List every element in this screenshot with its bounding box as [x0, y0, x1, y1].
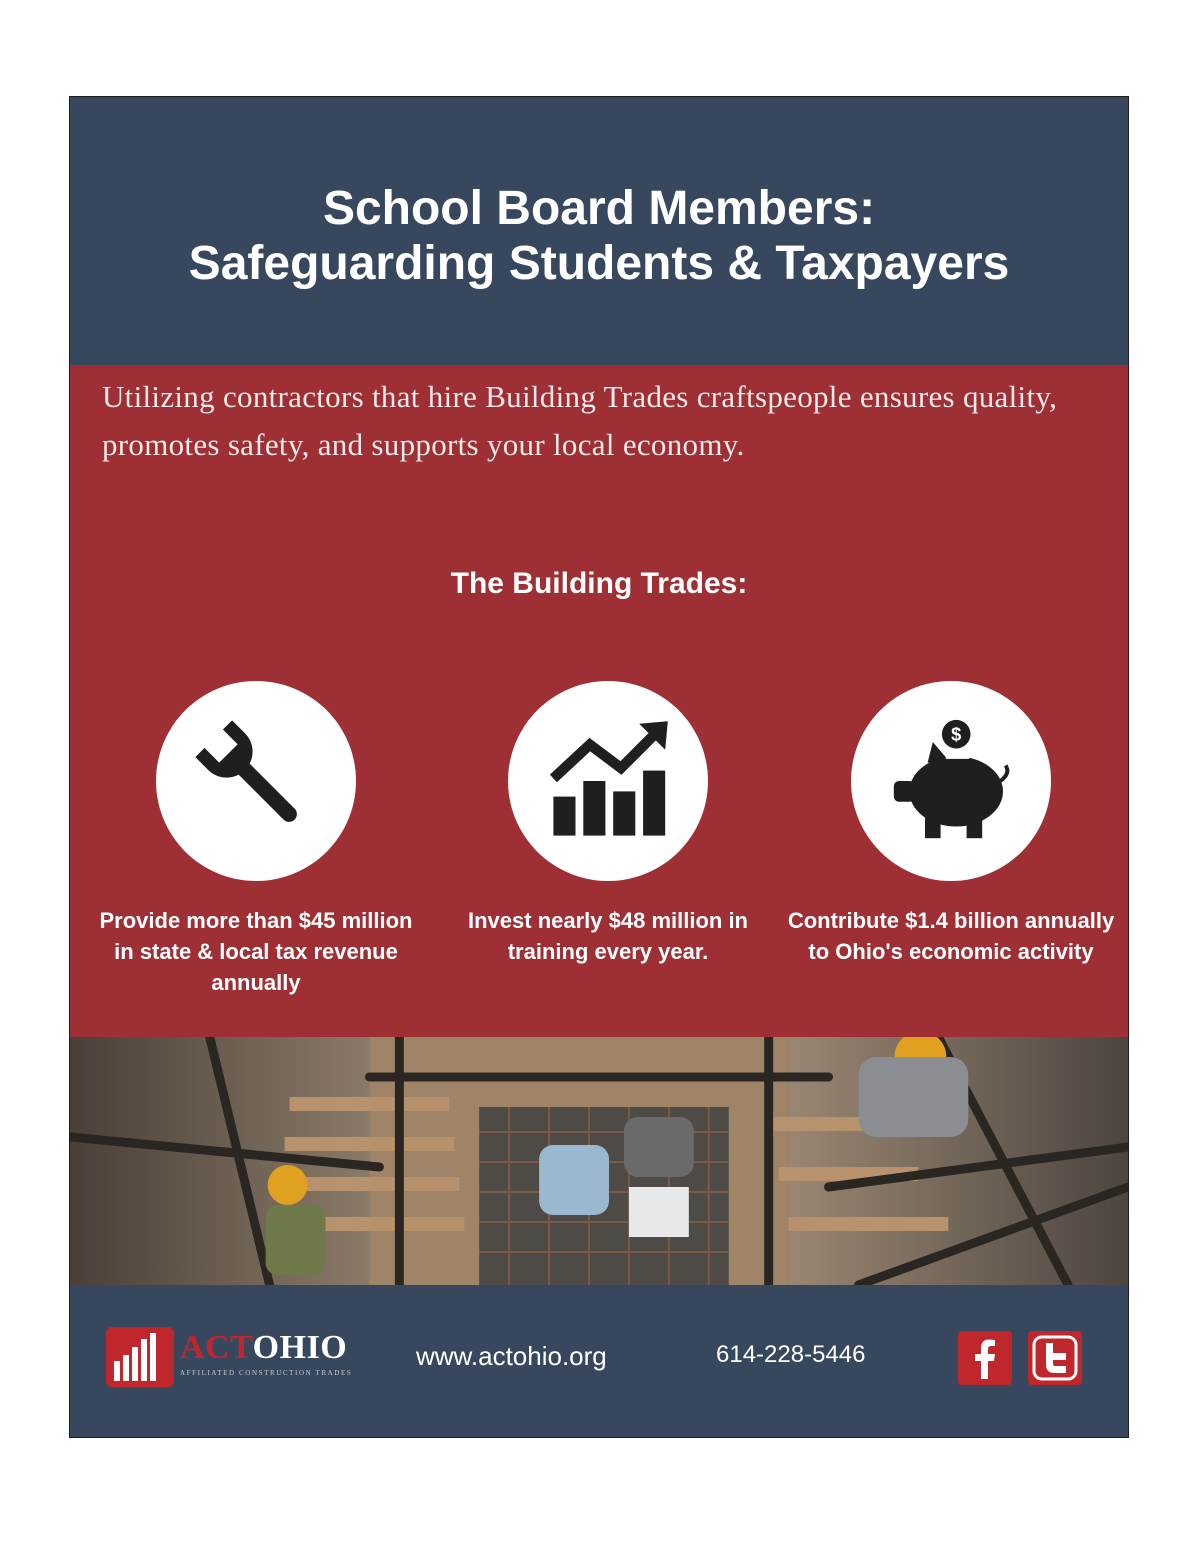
twitter-icon	[1028, 1331, 1082, 1385]
wrench-icon	[191, 716, 321, 846]
flyer	[69, 96, 1129, 1438]
feature-training	[443, 681, 773, 967]
logo-tagline: AFFILIATED CONSTRUCTION TRADES	[180, 1369, 353, 1377]
header-band	[70, 97, 1128, 365]
content-band	[70, 365, 1128, 1037]
logo-act-text: ACT	[180, 1329, 253, 1366]
feature-tax-revenue	[91, 681, 421, 998]
actohio-logo[interactable]	[106, 1327, 356, 1387]
facebook-button[interactable]	[958, 1331, 1012, 1385]
construction-photo	[70, 1037, 1128, 1285]
section-heading: The Building Trades:	[450, 567, 748, 600]
feature-circle	[156, 681, 356, 881]
intro-text: Utilizing contractors that hire Building Trades craftspeople ensures quality, promotes safety, and supports your local economy.	[102, 379, 1058, 462]
growth-chart-icon	[543, 716, 673, 846]
feature-caption: Provide more than $45 million in state & local tax revenue annually	[99, 908, 413, 995]
feature-circle	[508, 681, 708, 881]
footer-band	[70, 1285, 1128, 1438]
feature-circle	[851, 681, 1051, 881]
logo-mark	[106, 1327, 174, 1387]
piggy-bank-icon	[886, 716, 1016, 846]
title-line-2: Safeguarding Students & Taxpayers	[188, 237, 1010, 290]
phone-number[interactable]: 614-228-5446	[716, 1341, 866, 1368]
page-title	[70, 181, 1128, 291]
feature-economic-activity	[786, 681, 1116, 967]
website-link[interactable]: www.actohio.org	[416, 1341, 607, 1371]
twitter-button[interactable]	[1028, 1331, 1082, 1385]
construction-workers-image	[70, 1037, 1128, 1285]
bar-chart-logo-icon	[106, 1327, 174, 1387]
svg-text:$: $	[951, 724, 962, 745]
feature-caption: Invest nearly $48 million in training every year.	[468, 908, 748, 964]
feature-caption: Contribute $1.4 billion annually to Ohio's economic activity	[787, 908, 1115, 964]
title-line-1: School Board Members:	[322, 182, 876, 235]
facebook-icon	[958, 1331, 1012, 1385]
logo-wordmark	[180, 1329, 347, 1367]
logo-ohio-text: OHIO	[252, 1329, 348, 1366]
